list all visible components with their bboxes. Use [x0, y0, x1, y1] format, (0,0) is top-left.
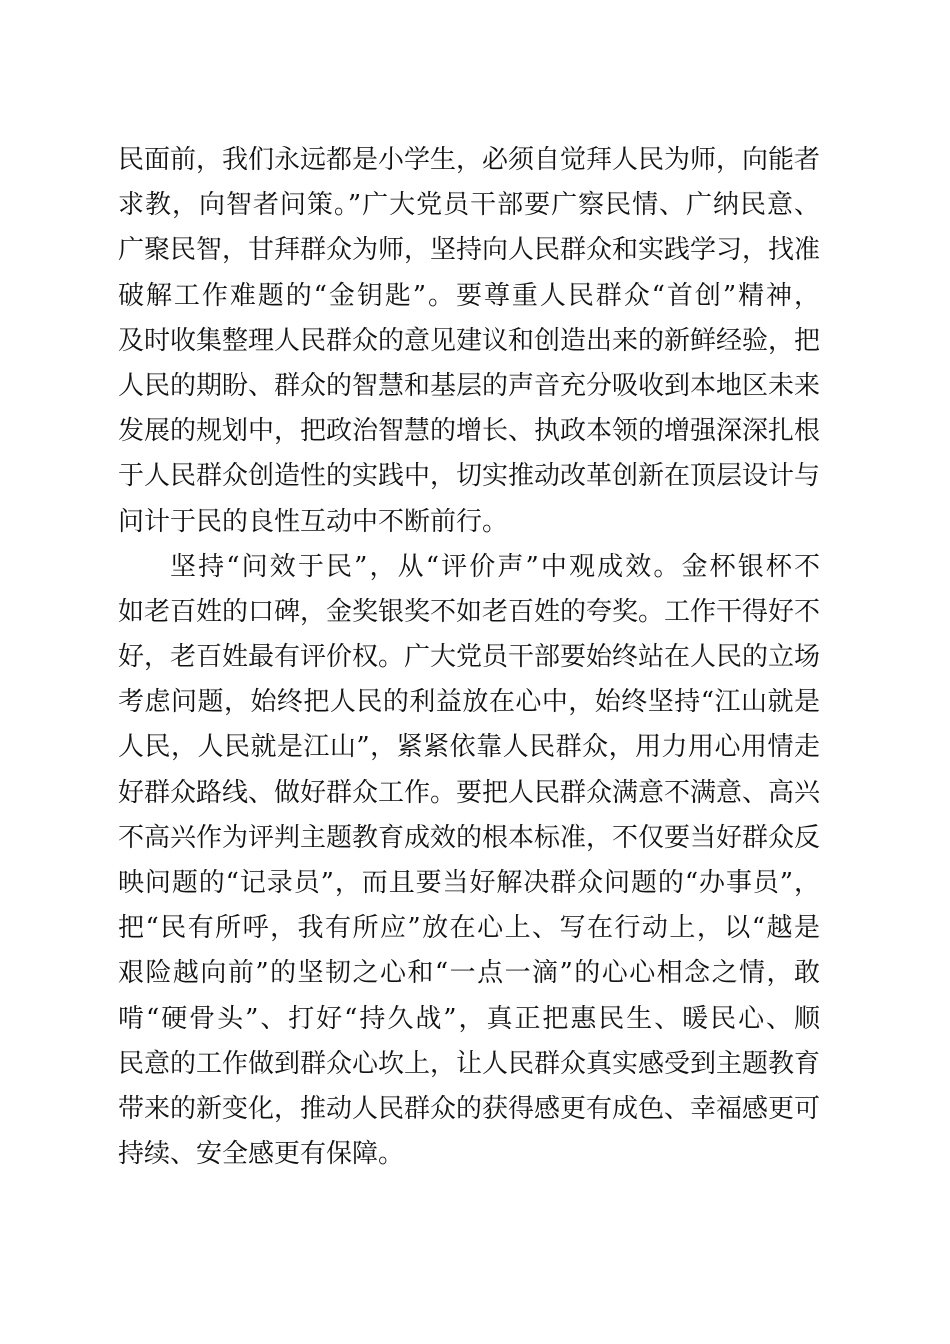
text-line: 把“民有所呼，我有所应”放在心上、写在行动上，以“越是	[118, 913, 820, 944]
text-line: 问计于民的良性互动中不断前行。	[118, 506, 509, 537]
text-line: 考虑问题，始终把人民的利益放在心中，始终坚持“江山就是	[118, 687, 820, 718]
text-line: 于人民群众创造性的实践中，切实推动改革创新在顶层设计与	[118, 461, 821, 492]
text-line: 好群众路线、做好群众工作。要把人民群众满意不满意、高兴	[118, 777, 821, 808]
text-line: 映问题的“记录员”，而且要当好解决群众问题的“办事员”，	[118, 868, 820, 898]
body-text	[118, 138, 838, 1177]
text-line: 如老百姓的口碑，金奖银奖不如老百姓的夸奖。工作干得好不	[118, 596, 821, 627]
text-line: 艰险越向前”的坚韧之心和“一点一滴”的心心相念之情，敢	[118, 958, 820, 989]
text-line: 广聚民智，甘拜群众为师，坚持向人民群众和实践学习，找准	[118, 235, 821, 266]
text-line: 坚持“问效于民”，从“评价声”中观成效。金杯银杯不	[170, 551, 820, 582]
text-line: 及时收集整理人民群众的意见建议和创造出来的新鲜经验，把	[118, 325, 821, 356]
text-line: 求教，向智者问策。”广大党员干部要广察民情、广纳民意、	[118, 190, 820, 221]
text-line: 破解工作难题的“金钥匙”。要尊重人民群众“首创”精神，	[118, 280, 820, 311]
text-line: 持续、安全感更有保障。	[118, 1139, 405, 1170]
paragraph-2	[118, 545, 838, 1178]
text-line: 发展的规划中，把政治智慧的增长、执政本领的增强深深扎根	[118, 416, 821, 447]
text-line: 带来的新变化，推动人民群众的获得感更有成色、幸福感更可	[118, 1093, 821, 1124]
text-line: 人民，人民就是江山”，紧紧依靠人民群众，用力用心用情走	[118, 732, 820, 763]
text-line: 人民的期盼、群众的智慧和基层的声音充分吸收到本地区未来	[118, 370, 821, 401]
text-line: 不高兴作为评判主题教育成效的根本标准，不仅要当好群众反	[118, 822, 821, 853]
paragraph-1	[118, 138, 838, 545]
text-line: 民意的工作做到群众心坎上，让人民群众真实感受到主题教育	[118, 1048, 821, 1079]
text-line: 好，老百姓最有评价权。广大党员干部要始终站在人民的立场	[118, 642, 821, 673]
text-line: 民面前，我们永远都是小学生，必须自觉拜人民为师，向能者	[118, 145, 821, 175]
text-line: 啃“硬骨头”、打好“持久战”，真正把惠民生、暖民心、顺	[118, 1003, 820, 1034]
